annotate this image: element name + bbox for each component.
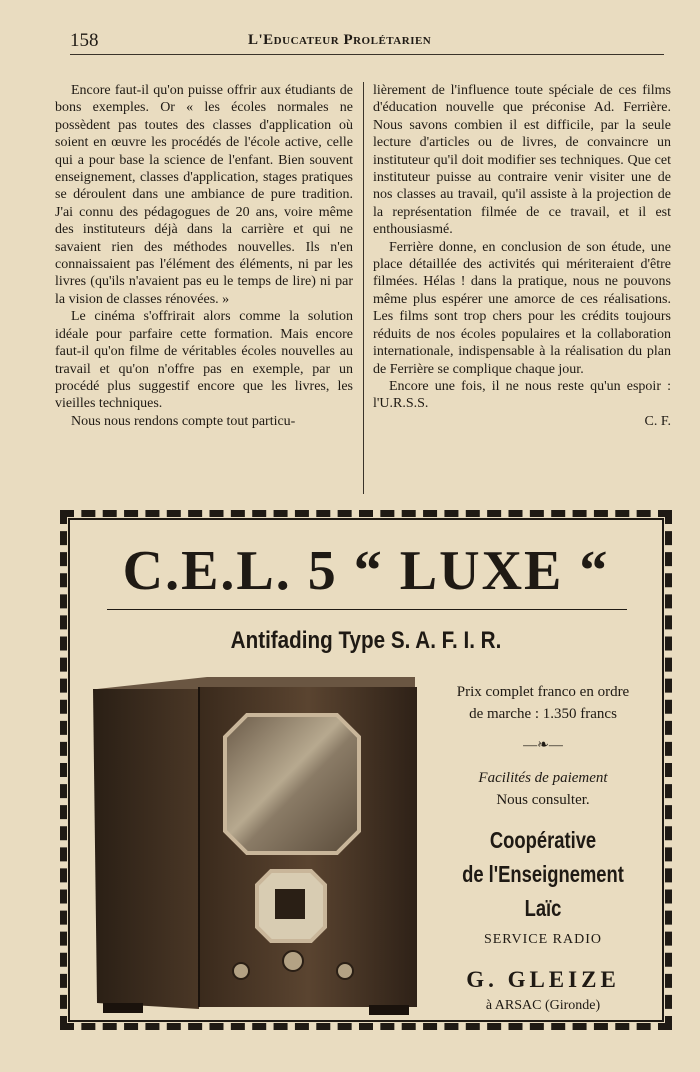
ad-details — [427, 681, 659, 1017]
price-line: Prix complet franco en ordre — [456, 684, 630, 700]
ad-subtitle: Antifading Type S. A. F. I. R. — [230, 627, 502, 654]
payment-terms: Facilités de paiement — [478, 770, 608, 786]
payment-contact: Nous consulter. — [496, 792, 590, 808]
running-title: L'Educateur Prolétarien — [248, 32, 432, 48]
service-label: SERVICE RADIO — [483, 932, 603, 947]
radio-icon — [89, 675, 421, 1019]
closing-paragraph — [373, 378, 671, 413]
cooperative-line: Coopérative — [489, 827, 597, 853]
paragraph: Le cinéma s'offrirait alors comme la solution idéale pour parfaire cette formation. Mais encore faut-il qu'on filme de véritables écoles nouvelles au travail et qu'on n'offre pas en exemple, par un procédé plus suggestif encore que les livres, les vieilles techniques. — [55, 309, 353, 412]
closing-line: Encore une fois, il ne nous reste qu'un espoir : l'U.R.S.S. — [373, 378, 671, 412]
signoff — [373, 413, 671, 430]
ornament-icon: —❧— — [523, 738, 563, 753]
ad-title-rule — [107, 609, 627, 610]
ad-title: C.E.L. 5 “ LUXE “ — [122, 540, 610, 602]
signature: C. F. — [644, 413, 671, 429]
radio-advertisement — [60, 510, 672, 1030]
paragraph: Ferrière donne, en conclusion de son étude, une place détaillée des activités qui mériteraient d'être filmées. Hélas ! dans la pratique, nous ne pouvons même plus espérer une amorce de ces réalisations. Les films sont trop chers pour les crédits toujours réduits de nos écoles populaires et la collaboration internationale, indispensable à la réalisation du plan de Ferrière se complique chaque jour. — [373, 239, 671, 377]
cooperative-line: de l'Enseignement Laïc — [462, 861, 624, 921]
price-line: de marche : 1.350 francs — [469, 706, 617, 722]
column-divider — [363, 82, 364, 494]
paragraph: Nous nous rendons compte tout particu- — [71, 413, 296, 429]
paragraph: Encore faut-il qu'on puisse offrir aux étudiants de bons exemples. Or « les écoles normales ne possèdent pas toutes des classes d'application où soient en œuvre les procédés de l'école active, celle qui a pour base la science de l'enfant. Bien souvent enseignement, classes d'application, stages pratiques se déroulent dans une ambiance de pure tradition. J'ai connu des pédagogues de 20 ans, voire même des instituteurs déjà dans la carrière et qui ne savaient rien des méthodes nouvelles. Ils n'en connaissaient pas l'élément des éléments, ni par les livres (qu'ils n'avaient pas eu le temps de lire) ni par la vision de classes rénovées. » — [55, 83, 353, 307]
cooperative-name — [450, 823, 636, 925]
left-column — [55, 82, 353, 430]
paragraph: lièrement de l'influence toute spéciale de ces films d'éducation nouvelle que préconise Ad. Ferrière. Nous savons combien il est difficile, par la seule lecture d'articles ou de livres, de convaincre un instituteur qu'il doit modifier ses techniques. Que cet instituteur puisse au contraire venir visiter une de nos classes au travail, qu'il assiste à la projection de la représentation filmée de ce travail, et il est enthousiasmé. — [373, 83, 671, 238]
dealer-location: à ARSAC (Gironde) — [485, 998, 601, 1013]
page-header — [70, 30, 664, 55]
dealer-name: G. GLEIZE — [466, 967, 620, 992]
page-number: 158 — [70, 30, 99, 51]
radio-cabinet-illustration — [89, 675, 421, 1019]
article-columns — [55, 82, 673, 502]
right-column — [373, 82, 671, 430]
